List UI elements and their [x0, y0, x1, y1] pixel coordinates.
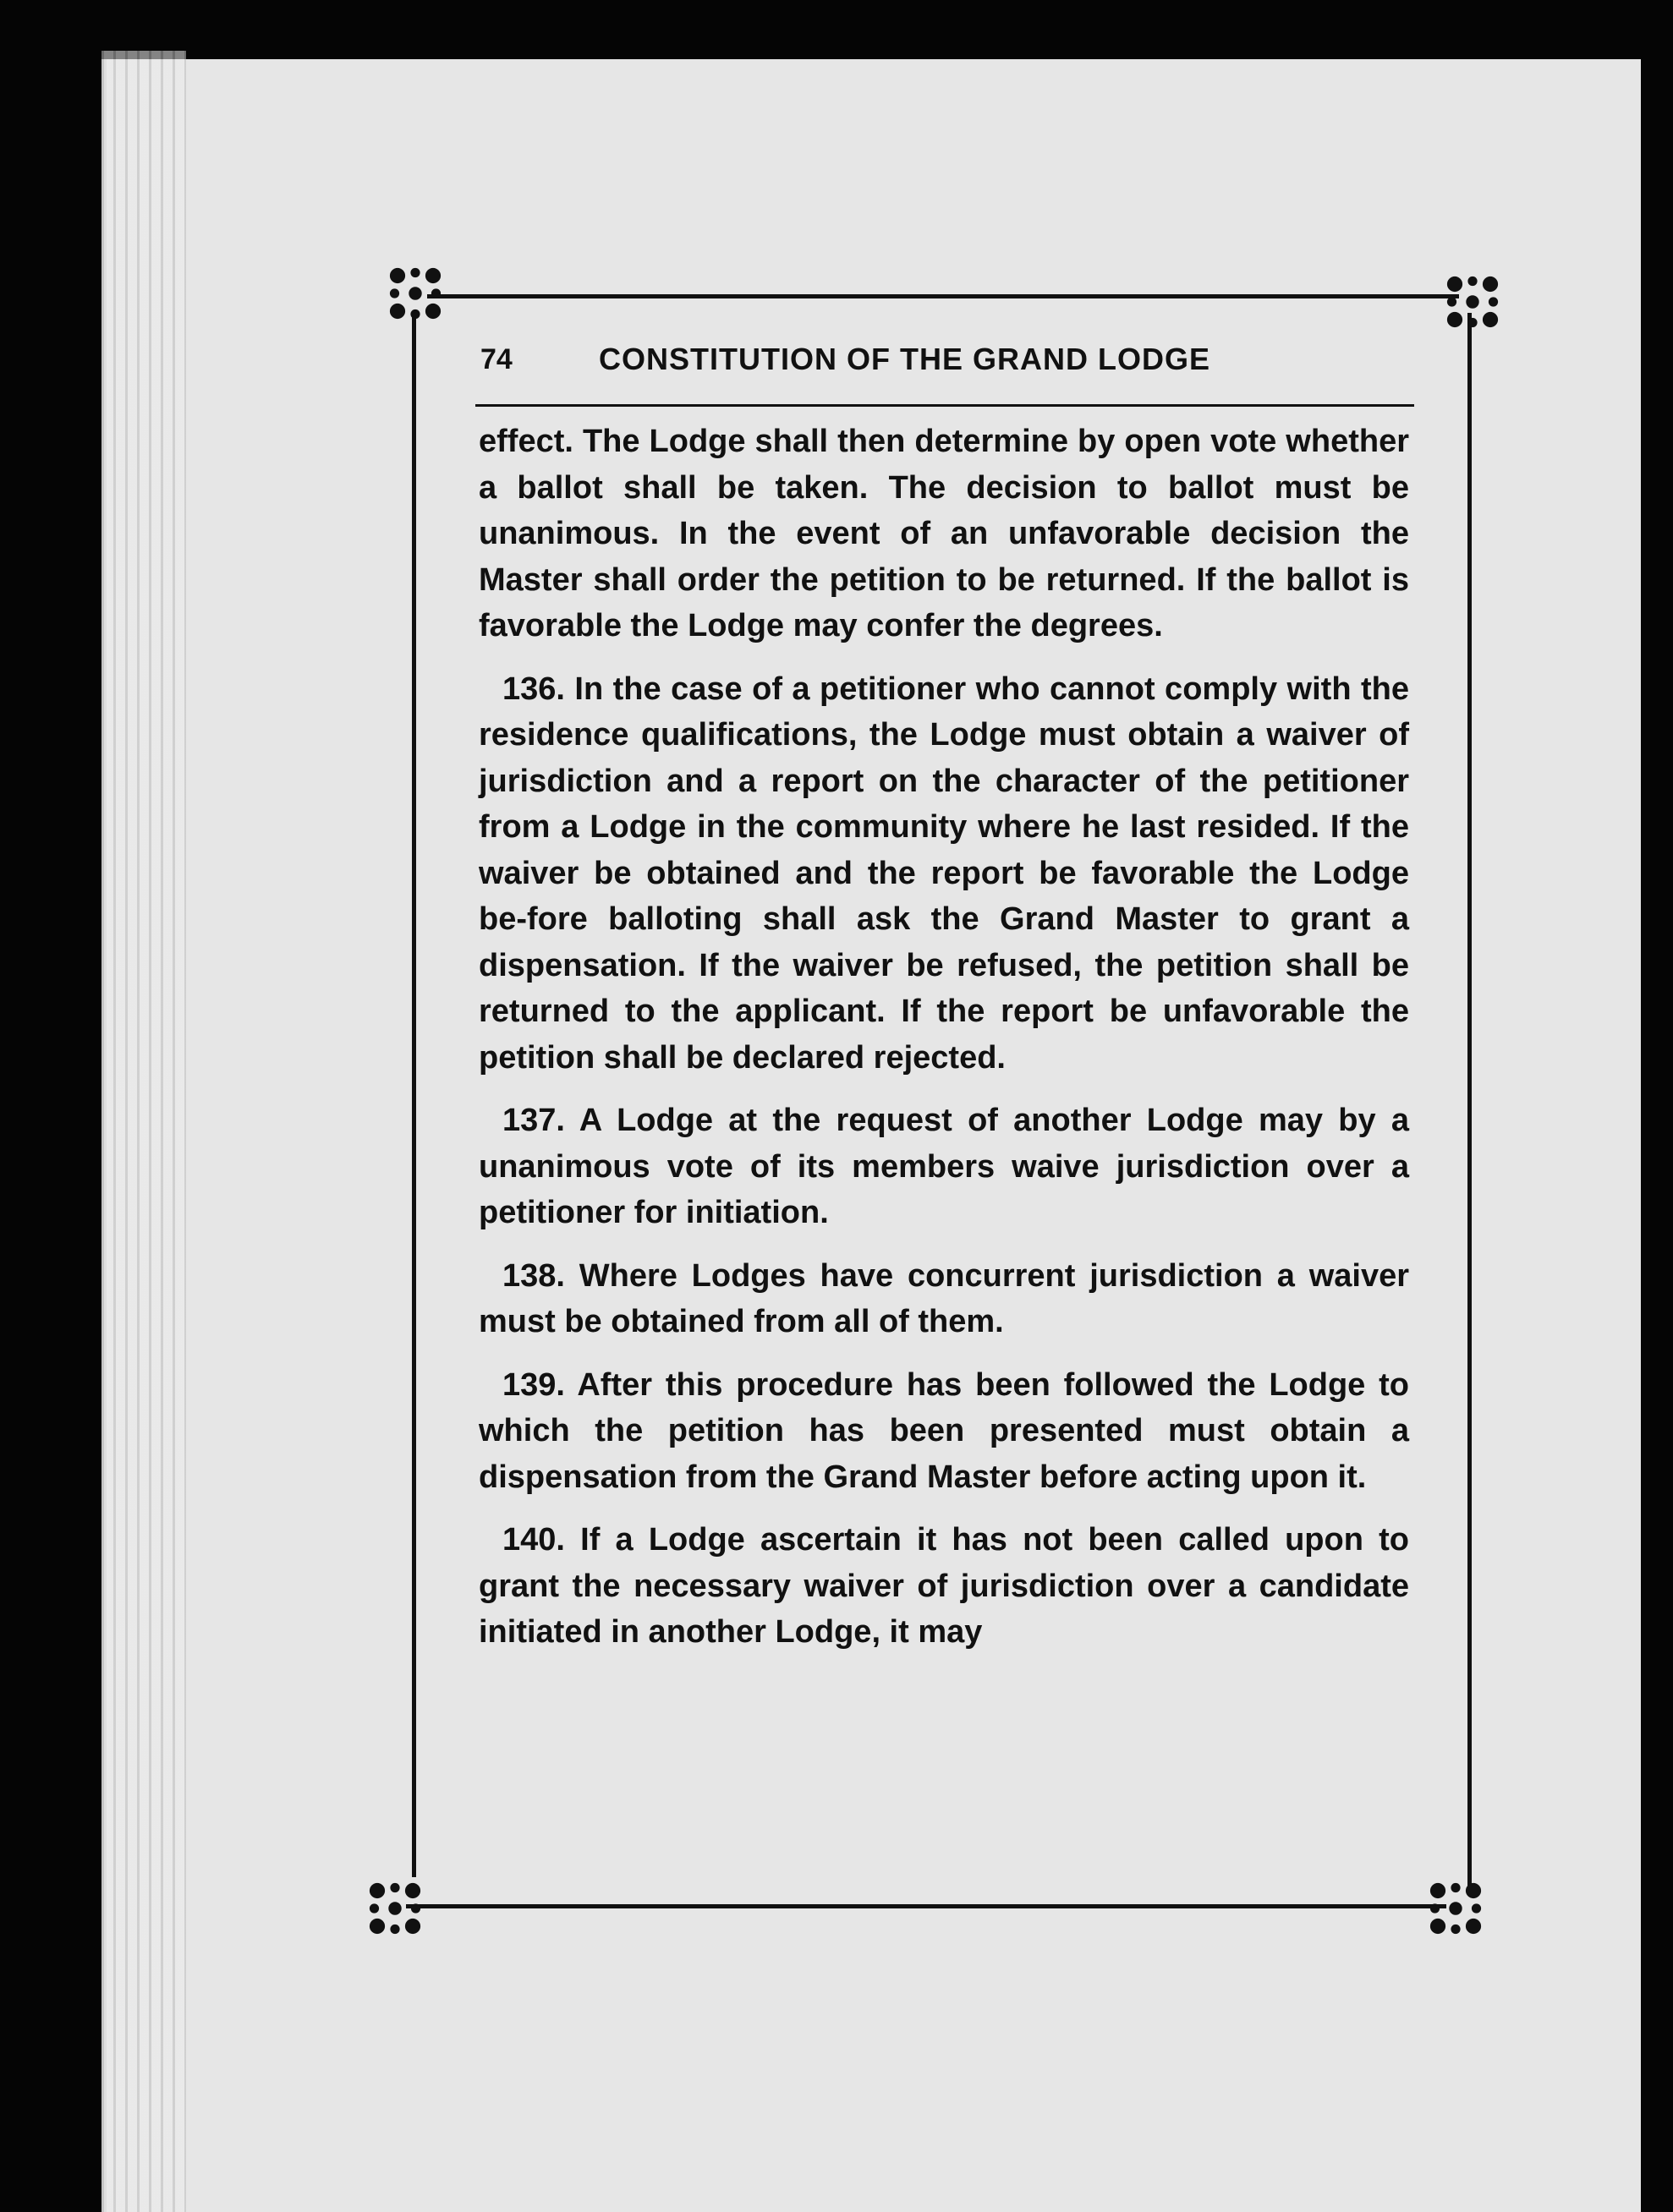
floral-corner-ornament-icon — [386, 264, 445, 323]
frame-top-rule — [427, 294, 1459, 298]
floral-corner-ornament-icon — [1426, 1879, 1485, 1938]
running-head: CONSTITUTION OF THE GRAND LODGE — [599, 342, 1210, 376]
page-edges — [101, 51, 186, 2212]
floral-corner-ornament-icon — [1443, 272, 1502, 331]
paragraph: effect. The Lodge shall then determine by open vote whether a ballot shall be taken. The decision to ballot must be unanimous. In the event of an unfavorable decision the Master shall order the petition to be returned. If the ballot is favorable the Lodge may confer the degrees. — [479, 424, 1409, 643]
section-137: 137. A Lodge at the request of another Lodge may by a unanimous vote of its members waive jurisdiction over a petitioner for initiation. — [479, 1103, 1409, 1230]
page-number: 74 — [480, 342, 513, 375]
section-136: 136. In the case of a petitioner who cannot comply with the residence qualifications, the Lodge must obtain a waiver of jurisdiction and a report on the character of the petitioner from a Lodge in the community where he last resided. If the waiver be obtained and the report be favorable the Lodge be-fore balloting shall ask the Grand Master to grant a dispensation. If the waiver be refused, the petition shall be returned to the applicant. If the report be unfavorable the petition shall be declared rejected. — [479, 671, 1409, 1076]
section-140: 140. If a Lodge ascertain it has not been called upon to grant the necessary waiver of jurisdiction over a candidate initiated in another Lodge, it may — [479, 1522, 1409, 1650]
section-138: 138. Where Lodges have concurrent jurisdiction a waiver must be obtained from all of them. — [479, 1257, 1409, 1339]
section-139: 139. After this procedure has been followed the Lodge to which the petition has been presented must obtain a dispensation from the Grand Master before acting upon it. — [479, 1366, 1409, 1495]
floral-corner-ornament-icon — [365, 1879, 425, 1938]
frame-bottom-rule — [406, 1904, 1446, 1908]
page-header — [480, 330, 1411, 389]
header-rule — [475, 404, 1414, 407]
scan-border — [1641, 0, 1673, 2212]
frame-right-rule — [1467, 313, 1472, 1886]
body-text — [479, 419, 1409, 1673]
frame-left-rule — [412, 313, 416, 1877]
